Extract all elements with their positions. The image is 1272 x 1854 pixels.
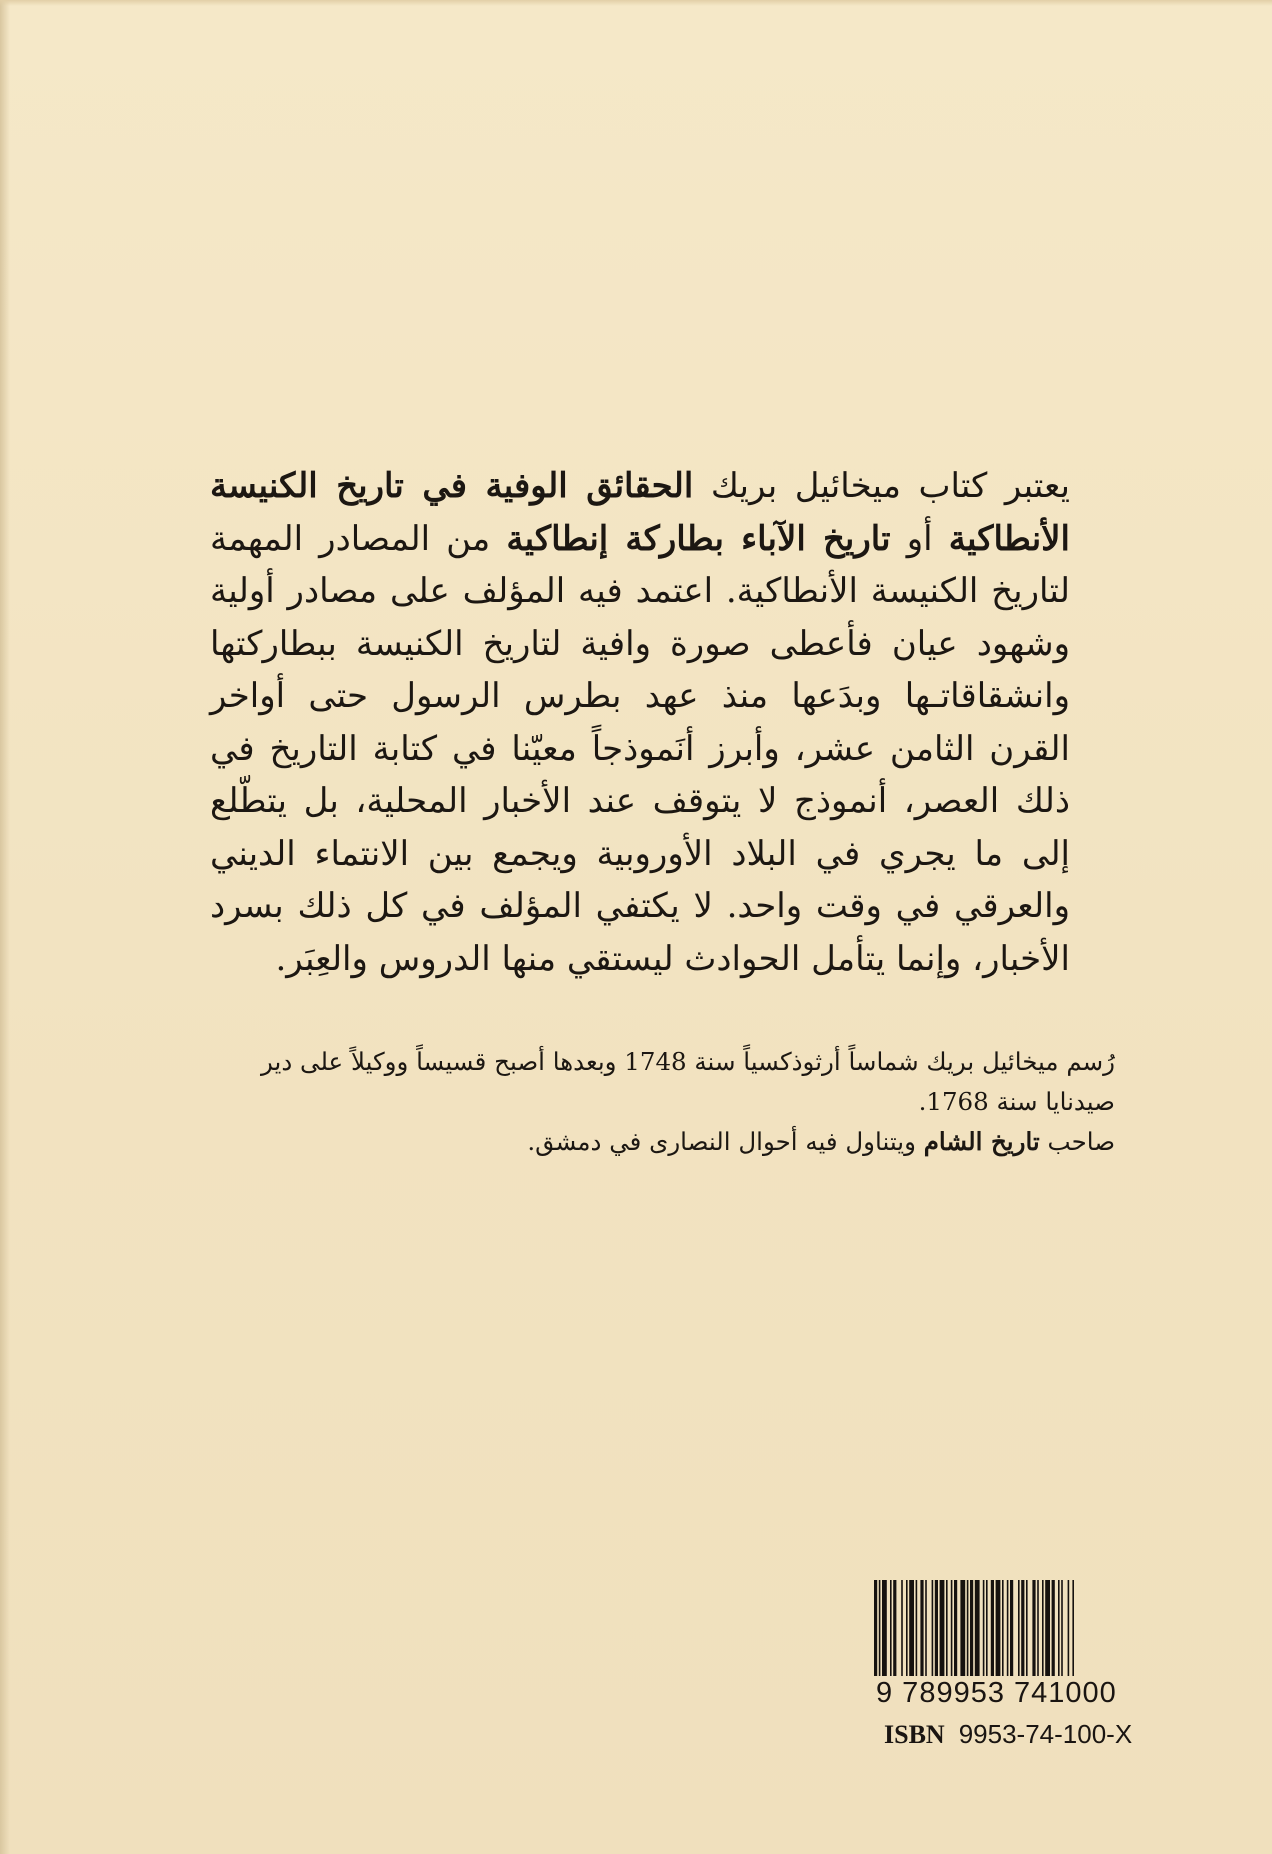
barcode-bar — [882, 1580, 887, 1676]
blurb-intro: يعتبر كتاب ميخائيل بريك — [693, 466, 1070, 506]
barcode-bar — [975, 1580, 980, 1676]
barcode-bar — [1018, 1580, 1020, 1676]
barcode-bar — [1068, 1580, 1070, 1676]
blurb-body: من المصادر المهمة لتاريخ الكنيسة الأنطاكية. اعتمد فيه المؤلف على مصادر أولية وشهود عيان فأعطى صورة وافية لتاريخ الكنيسة ببطاركتها وانشقاقاتـها وبدَعها منذ عهد بطرس الرسول حتى أواخر القرن الثامن عشر، وأبرز أنَموذجاً معيّنا في كتابة التاريخ في ذلك العصر، أنموذج لا يتوقف عند الأخبار المحلية، بل يتطّلع إلى ما يجري في البلاد الأوروبية ويجمع بين الانتماء الديني والعرقي في وقت واحد. لا يكتفي المؤلف في كل ذلك بسرد الأخبار، وإنما يتأمل الحوادث ليستقي منها الدروس والعِبَر. — [210, 518, 1070, 979]
barcode-bar — [1045, 1580, 1050, 1676]
barcode-digits: 9 789953 741000 — [876, 1677, 1117, 1709]
isbn-label: ISBN — [884, 1720, 945, 1749]
barcode-bar — [901, 1580, 903, 1676]
barcode-bar — [940, 1580, 945, 1676]
other-book-title: تاريخ الشام — [923, 1127, 1040, 1156]
barcode-bar — [954, 1580, 957, 1676]
barcode-bar — [925, 1580, 927, 1676]
barcode-bar — [909, 1580, 914, 1676]
barcode-bar — [1007, 1580, 1009, 1676]
barcode-bar — [906, 1580, 908, 1676]
barcode-bar — [1042, 1580, 1044, 1676]
barcode-bar — [1010, 1580, 1013, 1676]
author-note-works-suffix: ويتناول فيه أحوال النصارى في دمشق. — [527, 1127, 924, 1156]
blurb-connector: أو — [890, 518, 949, 559]
barcode-bar — [890, 1580, 892, 1676]
barcode-bar — [983, 1580, 985, 1676]
barcode-bar — [1032, 1580, 1035, 1676]
author-note-works — [200, 1122, 1115, 1162]
book-title-alt: تاريخ الآباء بطاركة إنطاكية — [506, 518, 891, 559]
barcode-bar — [916, 1580, 918, 1676]
barcode-bar — [970, 1580, 973, 1676]
barcode-bar — [893, 1580, 896, 1676]
barcode-bar — [951, 1580, 953, 1676]
book-title-main: الحقائق الوفية في تاريخ الكنيسة الأنطاكية — [210, 466, 1070, 559]
isbn — [884, 1718, 1132, 1751]
author-notes — [200, 1042, 1115, 1162]
barcode-bar — [991, 1580, 994, 1676]
isbn-number: 9953-74-100-X — [958, 1719, 1133, 1749]
barcode-bar — [935, 1580, 938, 1676]
barcode-bar — [874, 1580, 877, 1676]
barcode-bar — [960, 1580, 965, 1676]
barcode-bar — [1026, 1580, 1028, 1676]
barcode-bar — [967, 1580, 969, 1676]
barcode-bar — [986, 1580, 988, 1676]
barcode-bar — [1021, 1580, 1024, 1676]
barcode-bar — [932, 1580, 934, 1676]
page-top-shadow — [0, 0, 1272, 6]
barcode-bar — [996, 1580, 1001, 1676]
barcode-bar — [1072, 1580, 1074, 1676]
barcode-bar — [1002, 1580, 1004, 1676]
barcode-bar — [920, 1580, 923, 1676]
barcode-bar — [1061, 1580, 1063, 1676]
barcode-bar — [879, 1580, 881, 1676]
barcode-bar — [1052, 1580, 1055, 1676]
page-edge-shadow — [0, 0, 10, 1854]
barcode-bars — [870, 1580, 1175, 1680]
barcode — [870, 1580, 1175, 1690]
barcode-bar — [1058, 1580, 1060, 1676]
barcode-bar — [946, 1580, 948, 1676]
author-note-ordination: رُسم ميخائيل بريك شماساً أرثوذكسياً سنة 1748 وبعدها أصبح قسيساً ووكيلاً على دير صيدنايا سنة 1768. — [260, 1047, 1115, 1116]
barcode-bar — [1037, 1580, 1039, 1676]
blurb-paragraph — [210, 460, 1070, 985]
author-note-works-prefix: صاحب — [1039, 1127, 1115, 1156]
